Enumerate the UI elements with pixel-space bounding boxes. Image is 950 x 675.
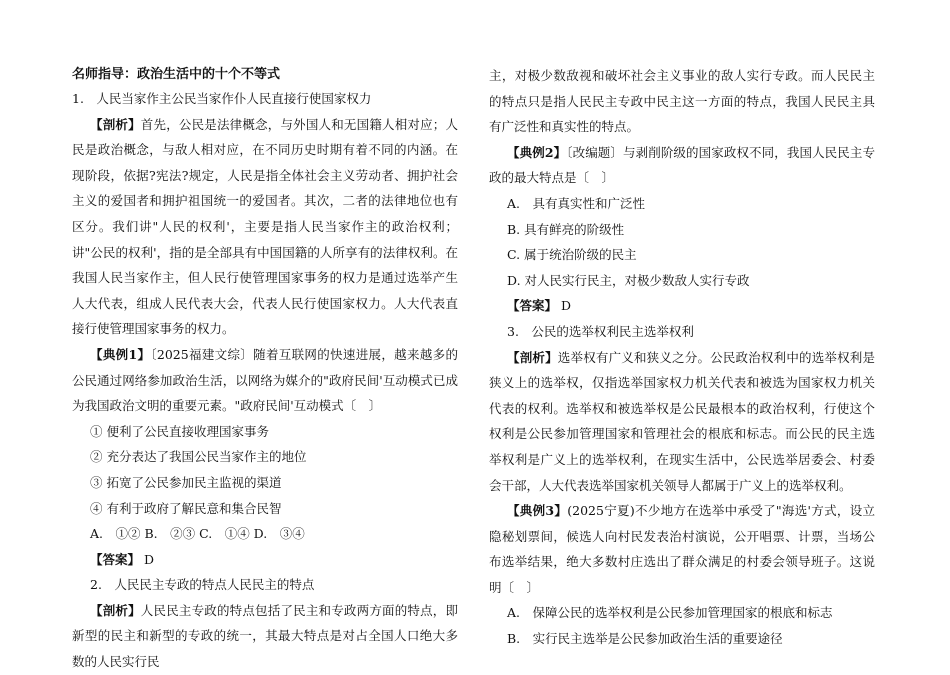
paragraph-text: 〔改编题〕与剥削阶级的国家政权不同，我国人民民主专政的最大特点是〔 〕 xyxy=(489,144,875,186)
paragraph-text: ① 便利了公民直接收理国家事务 xyxy=(90,423,269,439)
paragraph xyxy=(72,521,458,547)
paragraph xyxy=(489,600,875,626)
paragraph xyxy=(72,547,458,573)
paragraph xyxy=(489,626,875,652)
paragraph xyxy=(489,63,875,140)
paragraph-text: (2025宁夏)不少地方在选举中承受了"海选'方式，设立隐秘划票间，候选人向村民发表治村演说，公开唱票、计票，当场公布选举结果，绝大多数村庄选出了群众满足的村委会领导班子。这说明〔 〕 xyxy=(489,503,875,595)
paragraph-text: D xyxy=(557,298,572,314)
left-column xyxy=(72,64,458,675)
paragraph-text: A. 保障公民的选举权利是公民参加管理国家的根底和标志 xyxy=(507,605,833,621)
paragraph-text: D. 对人民实行民主，对极少数敌人实行专政 xyxy=(507,272,750,288)
right-paragraphs xyxy=(489,63,875,652)
paragraph-text: B. 实行民主选举是公民参加政治生活的重要途径 xyxy=(507,631,783,647)
paragraph-label: 【剖析】 xyxy=(90,116,141,132)
paragraph xyxy=(72,86,458,112)
paragraph-label: 【答案】 xyxy=(507,298,558,314)
paragraph xyxy=(72,444,458,470)
paragraph xyxy=(489,140,875,191)
paragraph-label: 【剖析】 xyxy=(507,349,558,365)
paragraph-text: 3. 公民的选举权利民主选举权利 xyxy=(507,323,694,339)
paragraph-label: 【答案】 xyxy=(90,551,141,567)
paragraph-label: 【剖析】 xyxy=(90,602,141,618)
paragraph-label: 【典例2】 xyxy=(507,144,567,160)
paragraph xyxy=(72,572,458,598)
paragraph-label: 【典例1】 xyxy=(90,346,151,362)
paragraph-text: C. 属于统治阶级的民主 xyxy=(507,247,637,263)
paragraph-label: 【典例3】 xyxy=(507,503,568,519)
paragraph-text: ④ 有利于政府了解民意和集合民智 xyxy=(90,500,282,516)
paragraph-text: B. 具有鲜亮的阶级性 xyxy=(507,221,625,237)
paragraph-text: A. 具有真实性和广泛性 xyxy=(507,195,646,211)
paragraph-text: 选举权有广义和狭义之分。公民政治权利中的选举权利是狭义上的选举权，仅指选举国家权力机关代表和被选为国家权力机关代表的权利。选举权和被选举权是公民最根本的政治权利，行使这个权利是公民参加管理国家和管理社会的根底和标志。而公民的民主选举权利是广义上的选举权利，在现实生活中，公民选举居委会、村委会干部，人大代表选举国家机关领导人都属于广义上的选举权利。 xyxy=(489,349,875,493)
paragraph xyxy=(489,191,875,217)
document-title: 名师指导：政治生活中的十个不等式 xyxy=(72,67,281,82)
paragraph-text: 2. 人民民主专政的特点人民民主的特点 xyxy=(90,577,315,593)
right-column xyxy=(489,64,875,652)
paragraph-text: A. ①② B. ②③ C. ①④ D. ③④ xyxy=(90,526,305,542)
paragraph xyxy=(489,242,875,268)
paragraph xyxy=(489,319,875,345)
left-paragraphs xyxy=(72,86,458,675)
paragraph-text: ③ 拓宽了公民参加民主监视的渠道 xyxy=(90,474,282,490)
paragraph xyxy=(72,470,458,496)
paragraph-text: 〔2025福建文综〕随着互联网的快速进展，越来越多的公民通过网络参加政治生活，以网络为媒介的"政府民间'互动模式已成为我国政治文明的重要元素。"政府民间'互动模式〔 〕 xyxy=(72,346,458,414)
paragraph xyxy=(489,498,875,600)
paragraph xyxy=(72,598,458,675)
paragraph xyxy=(72,342,458,419)
paragraph xyxy=(489,268,875,294)
paragraph xyxy=(489,217,875,243)
paragraph xyxy=(489,345,875,499)
paragraph-text: 主，对极少数敌视和破坏社会主义事业的敌人实行专政。而人民民主的特点只是指人民民主专政中民主这一方面的特点，我国人民民主具有广泛性和真实性的特点。 xyxy=(489,68,875,135)
paragraph-text: D xyxy=(140,551,155,567)
paragraph-text: ② 充分表达了我国公民当家作主的地位 xyxy=(90,449,307,465)
paragraph xyxy=(489,293,875,319)
paragraph xyxy=(72,419,458,445)
paragraph xyxy=(72,112,458,342)
paragraph xyxy=(72,496,458,522)
paragraph-text: 1. 人民当家作主公民当家作仆人民直接行使国家权力 xyxy=(72,91,372,106)
paragraph-text: 首先，公民是法律概念，与外国人和无国籍人相对应；人民是政治概念，与敌人相对应，在不同历史时期有着不同的内涵。在现阶段，依据?宪法?规定，人民是指全体社会主义劳动者、拥护社会主义的爱国者和拥护祖国统一的爱国者。其次，二者的法律地位也有区分。我们讲"人民的权利'，主要是指人民当家作主的政治权利；讲"公民的权利'，指的是全部具有中国国籍的人所享有的法律权利。在我国人民当家作主，但人民行使管理国家事务的权力是通过选举产生人大代表，组成人民代表大会，代表人民行使国家权力。人大代表直接行使管理国家事务的权力。 xyxy=(72,116,458,337)
paragraph-text: 人民民主专政的特点包括了民主和专政两方面的特点，即新型的民主和新型的专政的统一，其最大特点是对占全国人口绝大多数的人民实行民 xyxy=(72,602,458,670)
